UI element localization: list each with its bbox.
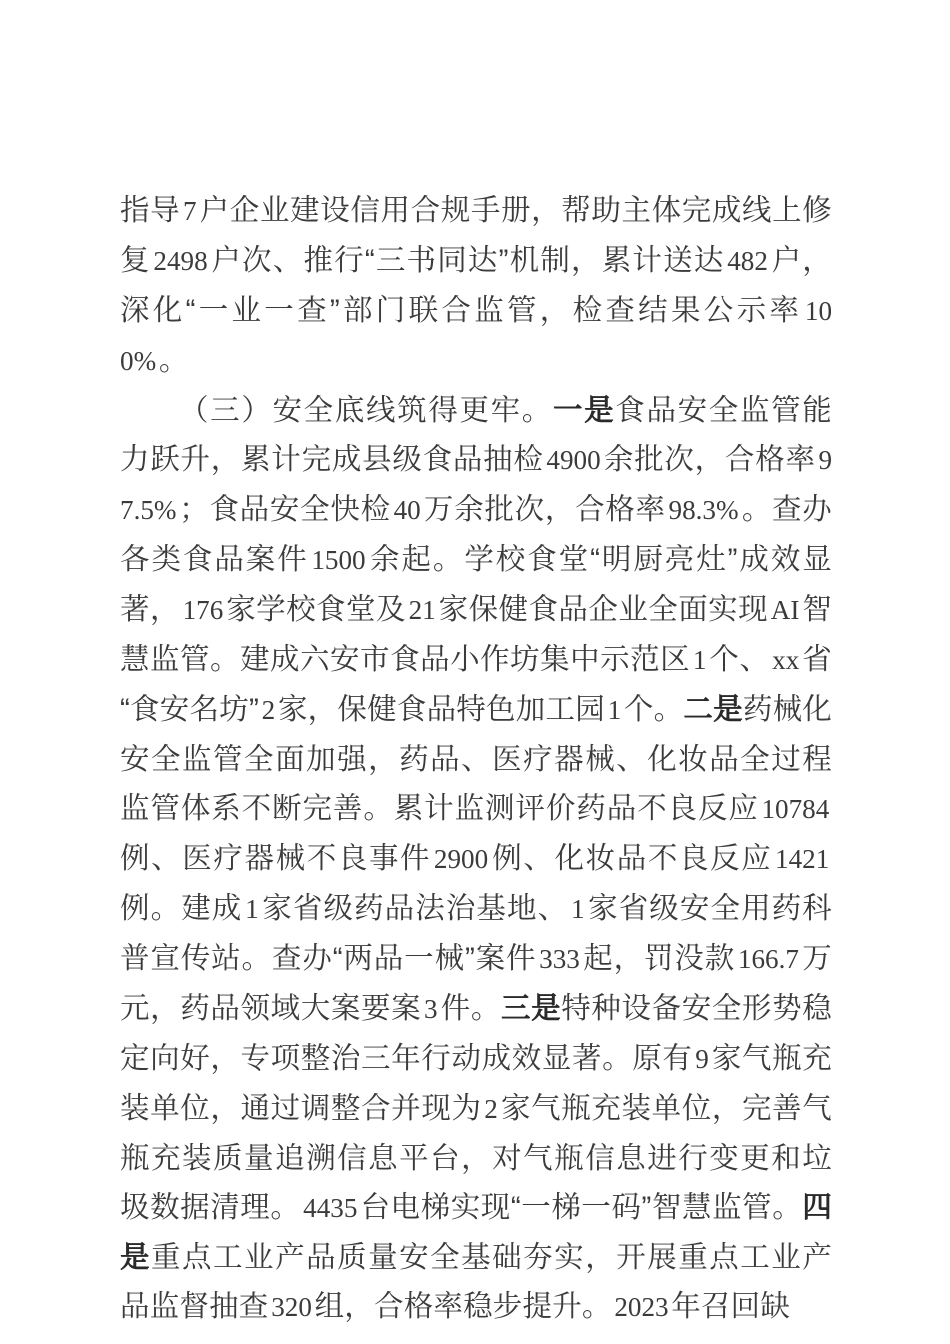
number-processing-parks: 1 (607, 695, 622, 725)
number-major-cases: 3 (424, 994, 438, 1024)
number-demo-zones: 1 (692, 645, 707, 675)
number-school-canteens: 176 (182, 595, 224, 625)
number-elevators: 4435 (303, 1193, 358, 1223)
bold-marker-one: 一是 (552, 394, 616, 427)
number-pass-rate-county: 97.5% (120, 445, 832, 525)
paragraph-continuation: 指导7户企业建设信用合规手册，帮助主体完成线上修复2498户次、推行“三书同达”机制，累计送达482户，深化“一业一查”部门联合监管，检查结果公示率100%。 (120, 194, 832, 377)
number-inspection-groups: 320 (271, 1292, 312, 1322)
document-body (120, 186, 832, 1332)
number-cosmetic-adverse: 1421 (775, 844, 830, 874)
paragraph-section-three: （三）安全底线筑得更牢。一是食品安全监管能力跃升，累计完成县级食品抽检4900余批次，合格率97.5%；食品安全快检40万余批次，合格率98.3%。查办各类食品案件1500余起。学校食堂“明厨亮灶”成效显著，176家学校食堂及21家保健食品企业全面实现AI智慧监管。建成六安市食品小作坊集中示范区1个、xx省“食安名坊”2家，保健食品特色加工园1个。二是药械化安全监管全面加强，药品、医疗器械、化妆品全过程监管体系不断完善。累计监测评价药品不良反应10784例、医疗器械不良事件2900例、化妆品不良反应1421例。建成1家省级药品法治基地、1家省级安全用药科普宣传站。查办“两品一械”案件333起，罚没款166.7万元，药品领域大案要案3件。三是特种设备安全形势稳定向好，专项整治三年行动成效显著。原有9家气瓶充装单位，通过调整合并现为2家气瓶充装单位，完善气瓶充装质量追溯信息平台，对气瓶信息进行变更和垃圾数据清理。4435台电梯实现“一梯一码”智慧监管。四是重点工业产品质量安全基础夯实，开展重点工业产品监督抽查320组，合格率稳步提升。2023年召回缺 (120, 394, 833, 1323)
bold-marker-four: 四是 (120, 1191, 833, 1274)
number-fines: 166.7 (737, 944, 799, 974)
number-enterprise-count: 7 (182, 196, 197, 226)
number-health-food-enterprises: 21 (408, 595, 436, 625)
bold-marker-three: 三是 (500, 992, 562, 1025)
number-rapid-batches: 40 (393, 495, 421, 525)
number-device-adverse: 2900 (433, 844, 489, 874)
number-online-repair: 2498 (153, 246, 208, 276)
number-delivered: 482 (727, 246, 768, 276)
number-publication-rate: 100% (120, 296, 832, 376)
number-food-cases: 1500 (311, 545, 366, 575)
number-original-cylinder-units: 9 (695, 1044, 709, 1074)
number-law-bases: 1 (245, 894, 259, 924)
number-sampling-batches: 4900 (546, 445, 601, 475)
number-pass-rate-rapid: 98.3% (668, 495, 739, 525)
number-drug-adverse: 10784 (761, 794, 830, 824)
bold-marker-two: 二是 (683, 693, 743, 726)
number-science-stations: 1 (570, 894, 585, 924)
placeholder-province: xx (772, 645, 800, 675)
number-recall-year: 2023 (614, 1292, 669, 1322)
abbrev-ai: AI (770, 595, 800, 625)
number-merged-cylinder-units: 2 (484, 1094, 498, 1124)
number-two-products-cases: 333 (539, 944, 580, 974)
number-food-brands: 2 (261, 695, 276, 725)
